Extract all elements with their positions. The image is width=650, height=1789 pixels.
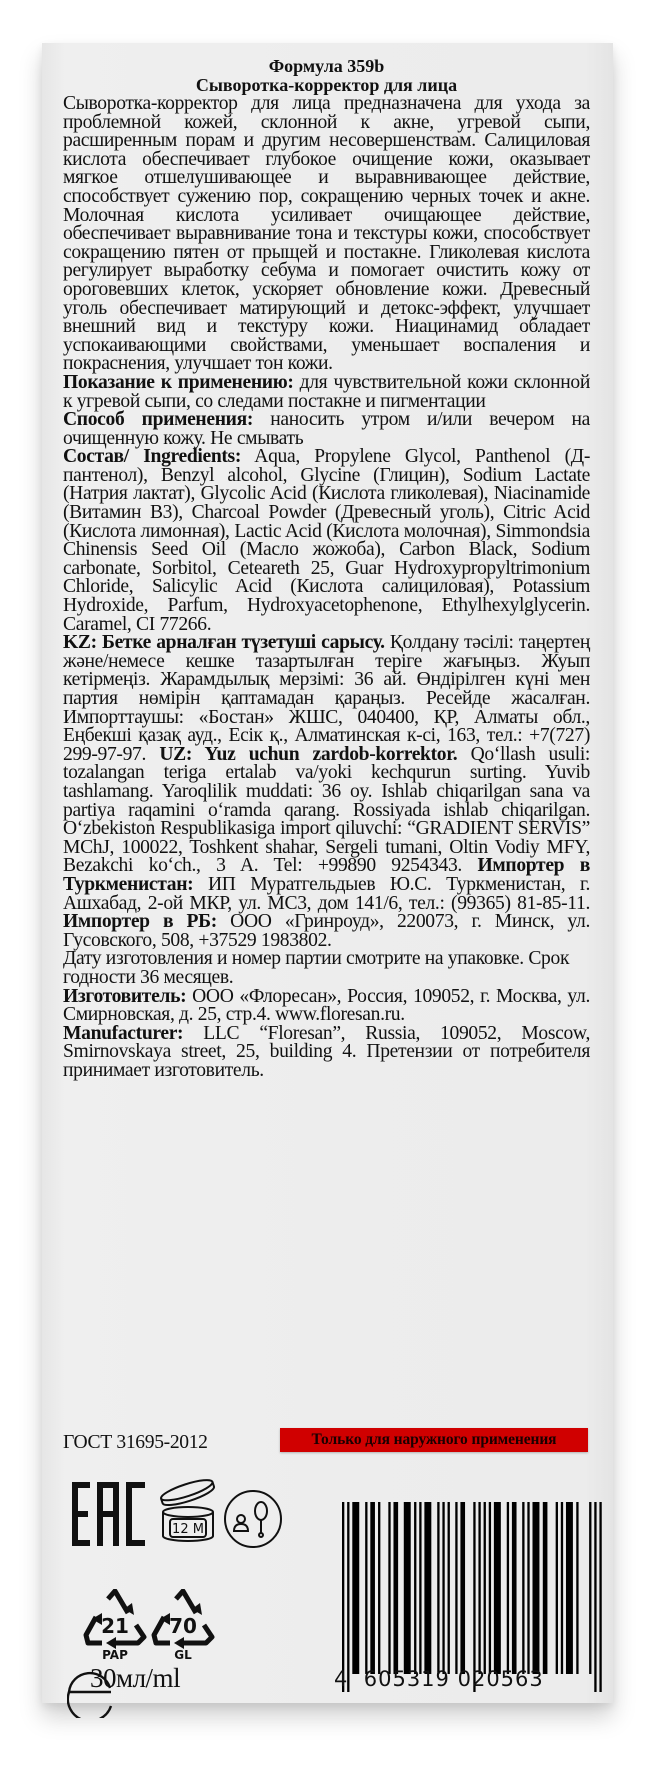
rb-text: ООО «Гринроуд», 220073, г. Минск, ул. Гусовского, 508, +37529 1983802. <box>63 911 590 951</box>
svg-text:21: 21 <box>101 1614 129 1638</box>
formula-title: Формула 359b <box>268 56 385 76</box>
volume: 30мл/ml <box>90 1663 181 1693</box>
svg-text:PAP: PAP <box>102 1648 128 1661</box>
tm-text: ИП Муратгельдыев Ю.С. Туркменистан, г. Ашхабад, 2-ой МКР, ул. МС3, дом 141/6, тел.: (99365) 81-85-11. <box>63 873 590 914</box>
description: Сыворотка-корректор для лица предназначена для ухода за проблемной кожей, склонной к акне, угревой сыпи, расширенным порам и другим несовершенствам. Салициловая кислота обеспечивает глубокое очищение кожи, оказывает мягкое отшелушивающее и выравнивающее действие, способствует сужению пор, сокращению черных точек и акне. Молочная кислота усиливает очищающее действие, обеспечивает выравнивание тона и текстуры кожи, способствует сокращению пятен от прыщей и постакне. Гликолевая кислота регулирует выработку себума и помогает очистить кожу от ороговевших клеток, ускоряет обновление кожи. Древесный уголь обеспечивает матирующий и детокс-эффект, улучшает внешний вид и текстуру кожи. Ниацинамид обладает успокаивающими свойствами, уменьшает воспаления и покраснения, улучшает тон кожи. <box>63 93 590 375</box>
product-label <box>42 43 613 1703</box>
recycle-gl-icon <box>150 1589 216 1661</box>
tm-heading: Импортер в Туркменистан: <box>63 855 590 895</box>
uz-text: Qo‘llash usuli: tozalangan teriga ertalab va/yoki kechqurun surting. Yuvib tashlamang. Yaroqlilik muddati: 36 oy. Ishlab chiqarilgan sana va partiya raqamini o‘ramda qarang. Rossiyada ishlab chiqarilgan. O‘zbekiston Respublikasiga import qiluvchi: “GRADIENT SERVIS” MChJ, 100022, Toshkent shahar, Sergeli tumani, Oltin Vodiy MFY, Bezakchi ko‘ch., 3 A. Tel: +99890 9254343. <box>63 743 591 877</box>
barcode <box>342 1502 602 1692</box>
product-title: Сыворотка-корректор для лица <box>195 75 458 95</box>
recycle-pap-icon <box>82 1589 148 1661</box>
ingredients-heading: Состав/ Ingredients: <box>63 446 242 468</box>
svg-text:70: 70 <box>169 1614 197 1638</box>
uz-heading: UZ: Yuz uchun zardob-korrektor. <box>159 743 458 765</box>
shelf-life: Дату изготовления и номер партии смотрите на упаковке. Срок годности 36 месяцев. <box>63 948 570 988</box>
indication-text: для чувствительной кожи склонной к угревой сыпи, со следами постакне и пигментации <box>63 371 590 412</box>
kz-heading: KZ: Бетке арналған түзетуші сарысу. <box>63 632 385 654</box>
svg-text:GL: GL <box>174 1648 192 1661</box>
cosmetic-care-icon <box>223 1489 283 1549</box>
manufacturer-en-heading: Manufacturer: <box>63 1022 184 1044</box>
manufacturer-ru-text: ООО «Флоресан», Россия, 109052, г. Москва, ул. Смирновская, д. 25, стр.4. www.floresan.ru. <box>63 985 590 1026</box>
ingredients-text: Aqua, Propylene Glycol, Panthenol (Д-пантенол), Benzyl alcohol, Glycine (Глицин), Sodium Lactate (Натрия лактат), Glycolic Acid (Кислота гликолевая), Niacinamide (Витамин B3), Charcoal Powder (Древесный уголь), Citric Acid (Кислота лимонная), Lactic Acid (Кислота молочная), Simmondsia Chinensis Seed Oil (Масло жожоба), Carbon Black, Sodium carbonate, Sorbitol, Ceteareth 25, Guar Hydroxypropyltrimonium Chloride, Salicylic Acid (Кислота салициловая), Potassium Hydroxide, Parfum, Hydroxyacetophenone, Ethylhexylglycerin. Caramel, CI 77266. <box>63 446 590 635</box>
manufacturer-ru-heading: Изготовитель: <box>63 985 187 1007</box>
rb-heading: Импортер в РБ: <box>63 911 217 933</box>
period-after-opening-icon <box>156 1476 220 1548</box>
eac-mark-icon <box>72 1482 152 1546</box>
gost-standard: ГОСТ 31695-2012 <box>63 1432 208 1453</box>
manufacturer-ru-section <box>63 985 590 1026</box>
label-text-block <box>63 57 590 1080</box>
manufacturer-en-section <box>63 1022 590 1081</box>
pao-label: 12 M <box>172 1522 204 1537</box>
kz-text: Қолдану тәсілі: таңертең және/немесе кешке тазартылған теріге жағыңыз. Жуып кетірмеңіз. Жарамдылық мерзімі: 36 ай. Өндірілген күні мен партия нөмірін қаптамадан қараңыз. Ресейде жасалған. Импорттаушы: «Бостан» ЖШС, 040400, ҚР, Алматы обл., Еңбекші қазақ ауд., Есік қ., Алматинская к-сі, 163, тел.: +7(727) 299-97-97. <box>63 632 590 765</box>
usage-section <box>63 411 590 448</box>
usage-heading: Способ применения: <box>63 409 254 431</box>
barcode-number: 4 605319 020563 <box>334 1667 544 1691</box>
indication-heading: Показание к применению: <box>63 371 294 393</box>
external-use-banner: Только для наружного применения <box>280 1428 588 1452</box>
importers-section <box>63 634 590 950</box>
usage-text: наносить утром и/или вечером на очищенную кожу. Не смывать <box>63 409 590 449</box>
manufacturer-en-text: LLC “Floresan”, Russia, 109052, Moscow, Smirnovskaya street, 25, building 4. Претензии от потребителя принимает изготовитель. <box>63 1022 590 1081</box>
ingredients-section <box>63 448 590 634</box>
indication-section <box>63 371 590 412</box>
